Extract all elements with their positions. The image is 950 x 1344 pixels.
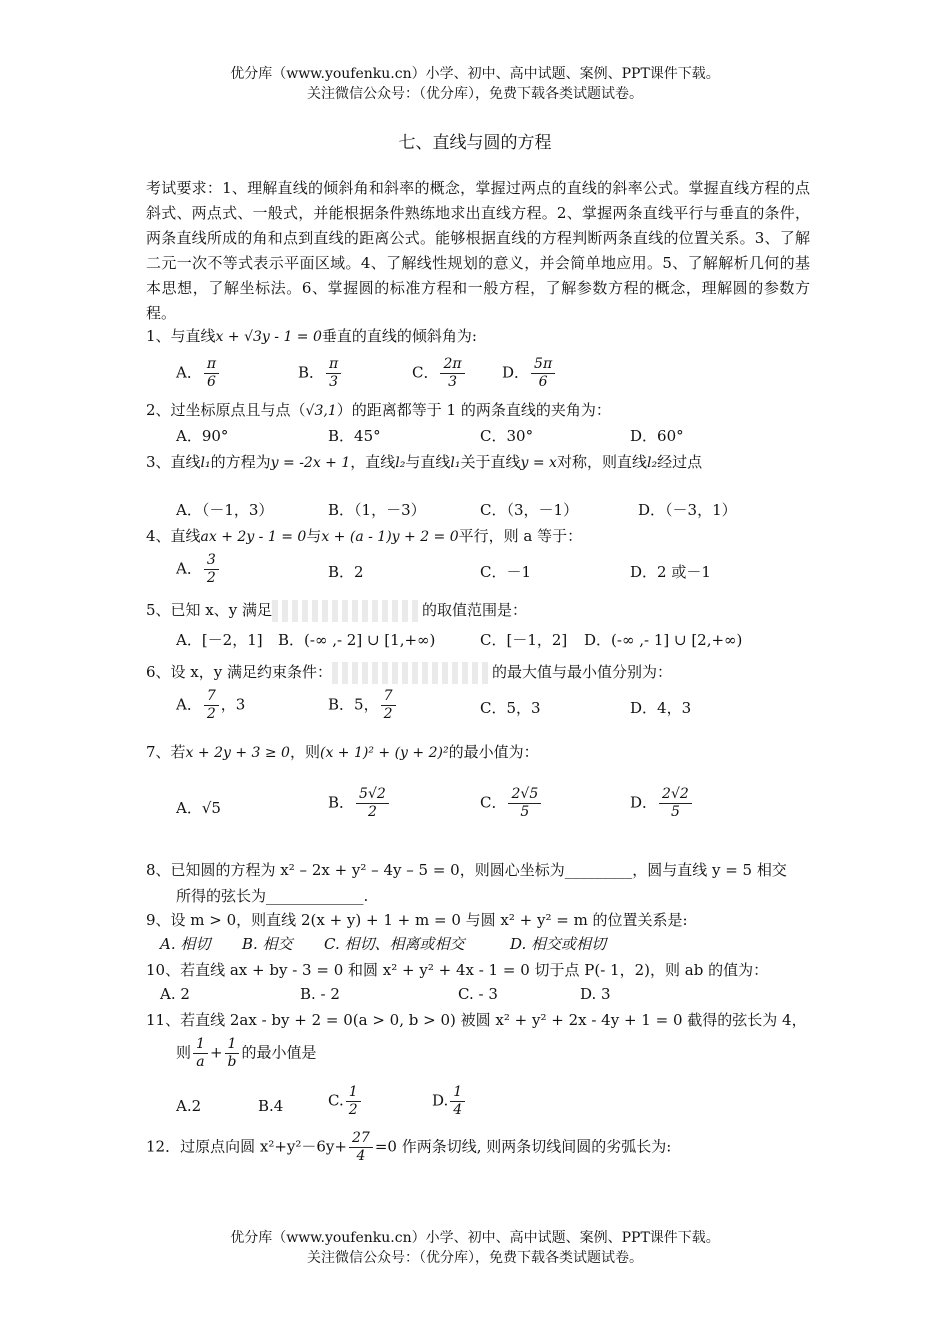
q1-option-d: D． $\frac{5\pi}{6}$ [502, 356, 557, 391]
q3-equation-1: y = -2x + 1 [270, 455, 351, 471]
q9-option-b: B. 相交 [242, 935, 293, 953]
exam-requirements: 考试要求：1、理解直线的倾斜角和斜率的概念，掌握过两点的直线的斜率公式。掌握直线方程的点斜式、两点式、一般式，并能根据条件熟练地求出直线方程。2、掌握两条直线平行与垂直的条件，两条直线所成的角和点到直线的距离公式。能够根据直线的方程判断两条直线的位置关系。3、了解二元一次不等式表示平面区域。4、了解线性规划的意义，并会简单地应用。5、了解解析几何的基本思想，了解坐标法。6、掌握圆的标准方程和一般方程，了解参数方程的概念，理解圆的参数方程。 [146, 179, 810, 322]
q5-option-b: B．(-∞ ,- 2] ∪ [1,+∞) [278, 631, 436, 649]
q1-text: 1、与直线 [146, 327, 216, 345]
q10-option-c: C. - 3 [458, 985, 498, 1003]
q3-line-l1: l₁ [200, 455, 211, 471]
q3-equation-2: y = x [520, 455, 557, 471]
question-6: 6、设 x，y 满足约束条件： 的最大值与最小值分别为： [146, 662, 672, 684]
q4-equation-2: x + (a - 1)y + 2 = 0 [321, 529, 459, 545]
q3-line-l2b: l₂ [646, 455, 658, 471]
q4-equation-1: ax + 2y - 1 = 0 [200, 529, 307, 545]
q11-option-c: C. $\frac{1}{2}$ [328, 1084, 363, 1119]
q7-option-d: D． $\frac{2√2}{5}$ [630, 786, 694, 821]
q9-option-a: A. 相切 [160, 935, 211, 953]
q3-option-a: A．（－1，3） [176, 501, 274, 519]
q1-text-end: 垂直的直线的倾斜角为: [321, 327, 477, 345]
q7-inequality: x + 2y + 3 ≥ 0 [185, 745, 290, 761]
q10-option-b: B. - 2 [300, 985, 340, 1003]
q5-blurred-condition [272, 600, 422, 622]
section-title: 七、直线与圆的方程 [398, 133, 552, 153]
question-10: 10、若直线 ax + by - 3 = 0 和圆 x² + y² + 4x - 1 = 0 切于点 P(- 1，2)，则 ab 的值为： [146, 961, 769, 979]
q11-option-d: D. $\frac{1}{4}$ [432, 1084, 467, 1119]
q6-option-a: A． $\frac{7}{2}$ ，3 [176, 688, 246, 722]
question-11: 11、若直线 2ax - by + 2 = 0(a > 0, b > 0) 被圆 x² + y² + 2x - 4y + 1 = 0 截得的弦长为 4， [146, 1011, 807, 1029]
q5-option-c: C．[－1，2] [480, 631, 568, 649]
question-5: 5、已知 x、y 满足 的取值范围是： [146, 600, 527, 622]
q7-option-c: C． $\frac{2√5}{5}$ [480, 786, 543, 821]
q11-option-b: B.4 [258, 1097, 284, 1115]
footer-line-1: 优分库（www.youfenku.cn）小学、初中、高中试题、案例、PPT课件下载。 [230, 1230, 720, 1246]
q1-option-a: A． $\frac{\pi}{6}$ [176, 356, 221, 391]
question-8: 8、已知圆的方程为 x² – 2x + y² – 4y – 5 = 0，则圆心坐标为_________，圆与直线 y = 5 相交 [146, 861, 787, 879]
q4-option-c: C．－1 [480, 563, 532, 581]
q3-option-b: B．（1，－3） [328, 501, 426, 519]
q7-option-a: A．√5 [176, 799, 221, 817]
q7-expression: (x + 1)² + (y + 2)² [319, 745, 449, 761]
question-12: 12．过原点向圆 x²+y²－6y+ $\frac{27}{4}$ =0 作两条切线, 则两条切线间圆的劣弧长为: [146, 1130, 672, 1164]
question-8-cont: 所得的弦长为_____________. [176, 887, 369, 905]
q2-point: √3,1 [305, 403, 337, 419]
q6-option-c: C．5，3 [480, 699, 541, 717]
q2-text: 2、过坐标原点且与点（ [146, 401, 306, 419]
q1-equation: x + √3y - 1 = 0 [215, 329, 322, 345]
q2-option-c: C．30° [480, 427, 534, 445]
question-2 [146, 400, 611, 421]
q2-text-end: ）的距离都等于 1 的两条直线的夹角为： [336, 401, 611, 419]
q2-option-a: A．90° [176, 427, 229, 445]
q3-line-l1b: l₁ [450, 455, 461, 471]
question-11-cont: 则 $\frac{1}{a}$ + $\frac{1}{b}$ 的最小值是 [176, 1036, 317, 1070]
footer-line-2: 关注微信公众号：（优分库），免费下载各类试题试卷。 [307, 1250, 643, 1266]
q10-option-d: D. 3 [580, 985, 611, 1003]
question-4: 4、直线ax + 2y - 1 = 0与x + (a - 1)y + 2 = 0平行，则 a 等于： [146, 527, 583, 545]
q2-option-b: B．45° [328, 427, 381, 445]
question-1 [146, 326, 477, 347]
header-line-1: 优分库（www.youfenku.cn）小学、初中、高中试题、案例、PPT课件下载。 [230, 66, 720, 82]
q4-option-b: B．2 [328, 563, 364, 581]
q1-option-c: C． $\frac{2\pi}{3}$ [412, 356, 467, 391]
q5-option-d: D．(-∞ ,- 1] ∪ [2,+∞) [584, 631, 743, 649]
q9-option-d: D. 相交或相切 [510, 935, 607, 953]
q9-option-c: C. 相切、相离或相交 [324, 935, 465, 953]
q6-option-d: D．4，3 [630, 699, 692, 717]
q1-option-b: B． $\frac{\pi}{3}$ [298, 356, 343, 391]
q6-option-b: B．5， $\frac{7}{2}$ [328, 688, 398, 723]
header-line-2: 关注微信公众号：（优分库），免费下载各类试题试卷。 [307, 86, 643, 102]
question-9: 9、设 m > 0，则直线 2(x + y) + 1 + m = 0 与圆 x² + y² = m 的位置关系是: [146, 911, 688, 929]
q4-option-d: D．2 或－1 [630, 563, 711, 581]
q3-option-d: D．（－3，1） [638, 501, 737, 519]
page-header [0, 64, 950, 104]
question-7: 7、若x + 2y + 3 ≥ 0，则(x + 1)² + (y + 2)²的最小值为： [146, 743, 539, 761]
q7-option-b: B． $\frac{5√2}{2}$ [328, 786, 391, 821]
q2-option-d: D．60° [630, 427, 684, 445]
q4-option-a: A． $\frac{3}{2}$ [176, 552, 221, 587]
q11-option-a: A.2 [176, 1097, 202, 1115]
q3-option-c: C．（3，－1） [480, 501, 579, 519]
question-3: 3、直线l₁的方程为y = -2x + 1，直线l₂与直线l₁关于直线y = x对称，则直线l₂经过点 [146, 453, 703, 471]
q6-blurred-constraints [332, 662, 492, 684]
q10-option-a: A. 2 [160, 985, 190, 1003]
q5-option-a: A．[－2，1] [176, 631, 263, 649]
page-footer [0, 1228, 950, 1268]
q3-line-l2: l₂ [395, 455, 406, 471]
